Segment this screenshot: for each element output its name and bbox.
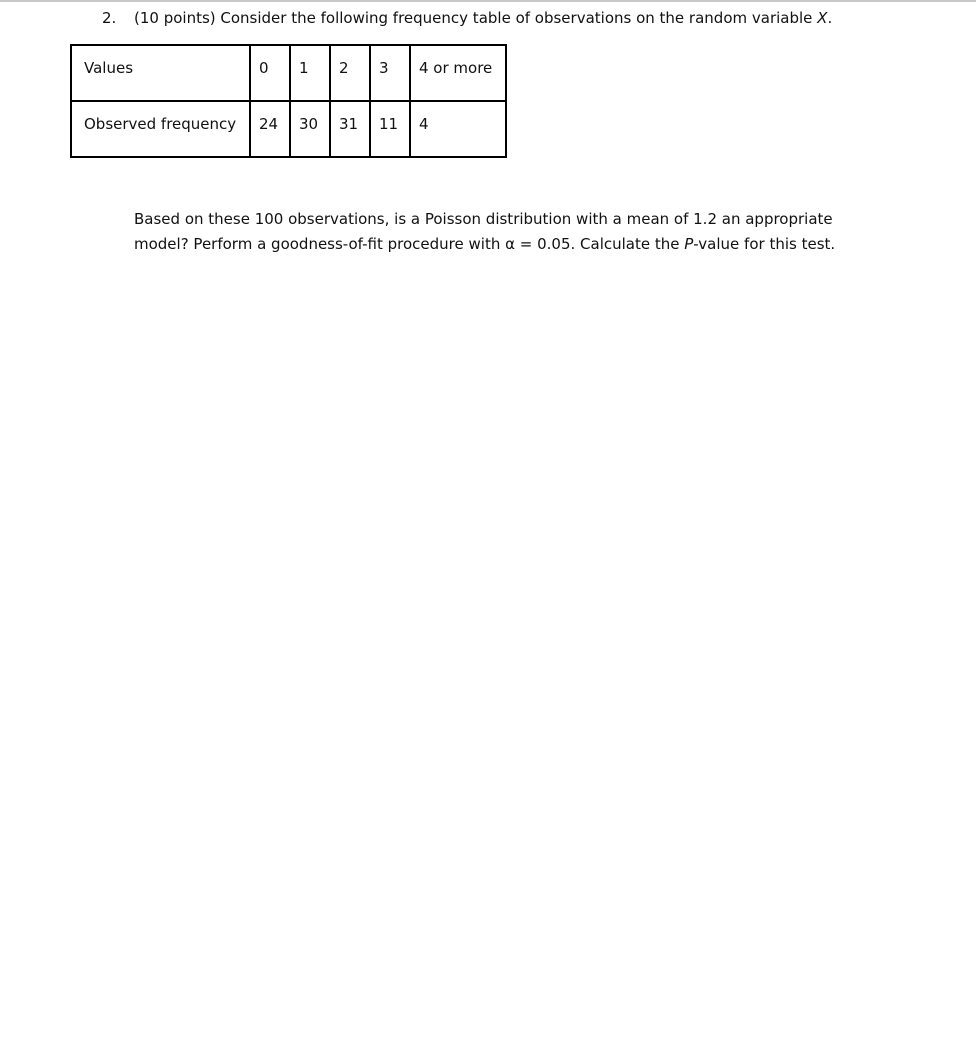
body-line-1: Based on these 100 observations, is a Poisson distribution with a mean of 1.2 an appropriate — [134, 210, 833, 228]
p-value-italic: P — [684, 235, 694, 253]
body-line-2-start: model? Perform a goodness-of-fit procedure with α = 0.05. Calculate the — [134, 235, 685, 253]
table-cell: 24 — [250, 101, 290, 157]
question-heading — [102, 8, 832, 28]
table-row-observed-frequency — [71, 101, 506, 157]
question-variable: X — [817, 9, 828, 27]
table-row-values — [71, 45, 506, 101]
question-number: 2. — [102, 9, 117, 27]
question-text: (10 points) Consider the following frequency table of observations on the random variable — [134, 9, 818, 27]
page-top-rule — [0, 0, 976, 2]
table-cell: 30 — [290, 101, 330, 157]
question-body — [134, 207, 864, 257]
table-cell: 2 — [330, 45, 370, 101]
table-cell: 31 — [330, 101, 370, 157]
table-cell: 0 — [250, 45, 290, 101]
body-line-2-end: -value for this test. — [693, 235, 836, 253]
question-text-end: . — [827, 9, 833, 27]
table-cell: 1 — [290, 45, 330, 101]
row-label: Values — [71, 45, 250, 101]
table-cell: 11 — [370, 101, 410, 157]
row-label: Observed frequency — [71, 101, 250, 157]
table-cell: 4 — [410, 101, 506, 157]
frequency-table — [70, 44, 507, 158]
table-cell: 3 — [370, 45, 410, 101]
body-line-2 — [134, 232, 864, 257]
table-cell: 4 or more — [410, 45, 506, 101]
